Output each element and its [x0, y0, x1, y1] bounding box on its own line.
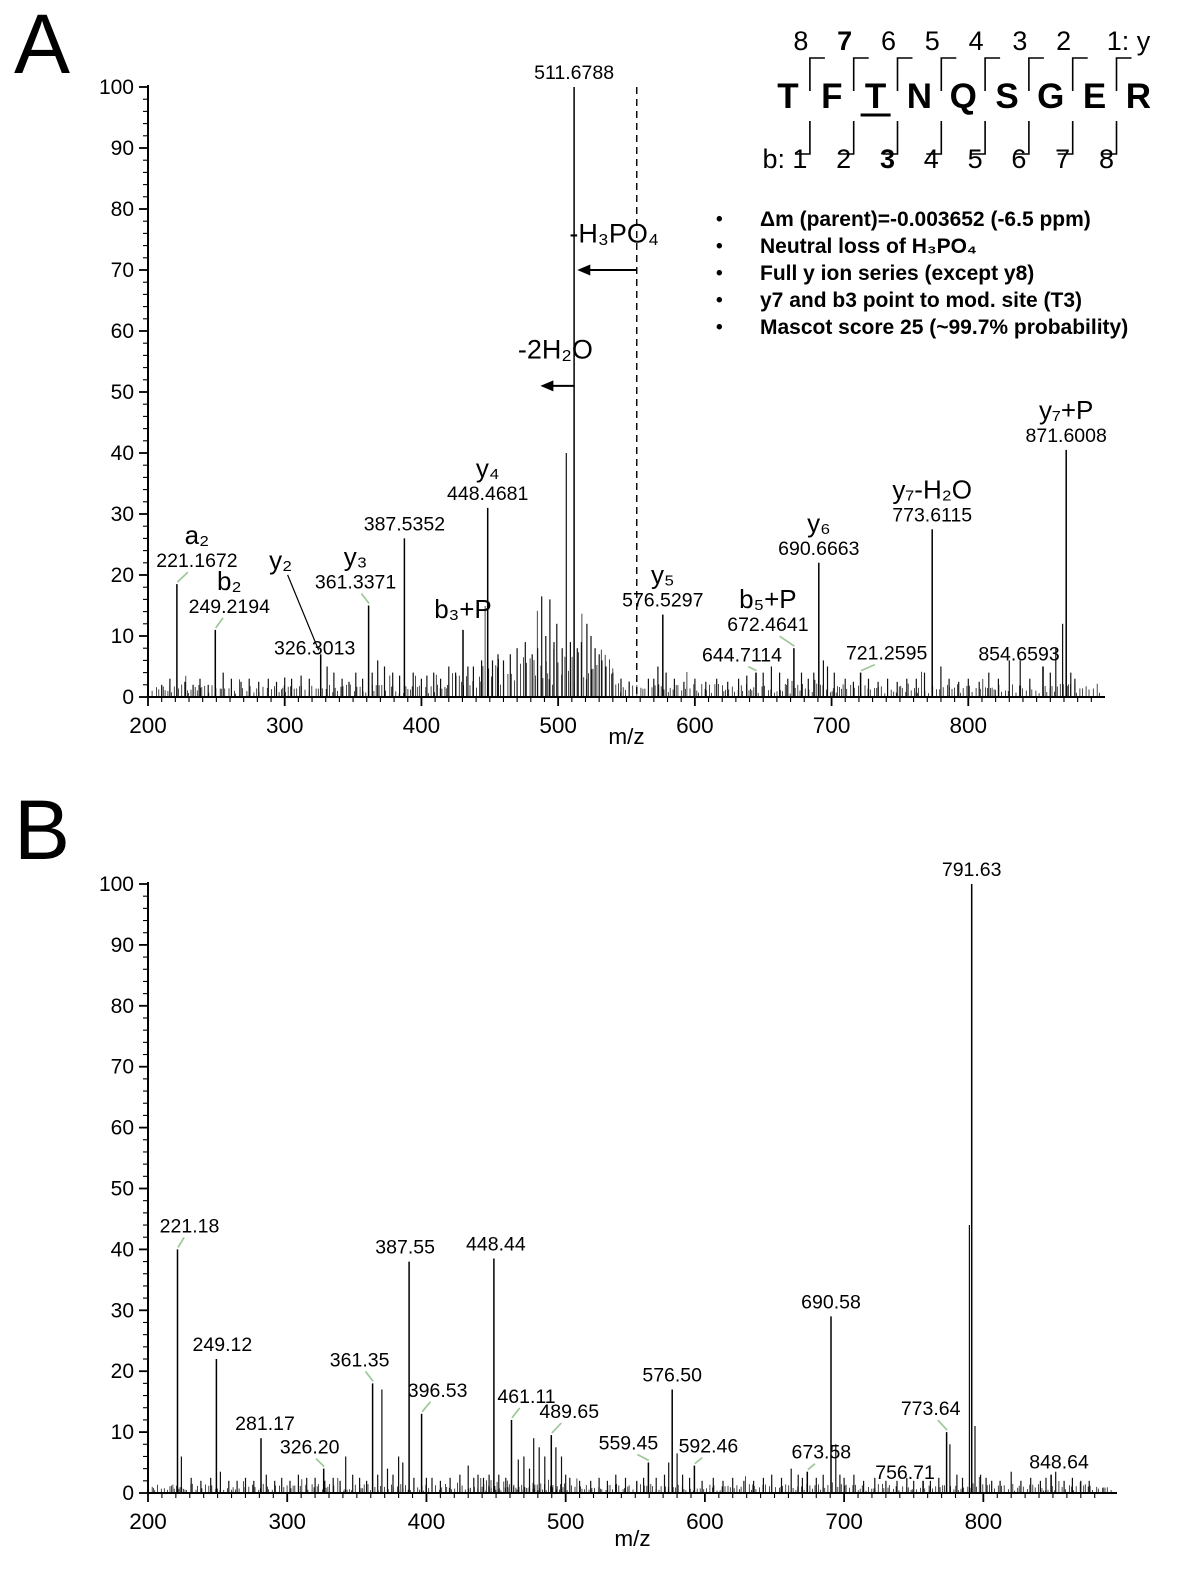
- svg-text:-H₃PO₄: -H₃PO₄: [569, 218, 659, 249]
- svg-text:T: T: [864, 77, 887, 116]
- svg-text:773.64: 773.64: [900, 1398, 961, 1421]
- svg-text:1: y: 1: y: [1106, 26, 1151, 56]
- svg-text:576.5297: 576.5297: [622, 589, 704, 612]
- svg-text:m/z: m/z: [614, 1526, 651, 1551]
- svg-text:461.11: 461.11: [497, 1385, 556, 1408]
- svg-text:559.45: 559.45: [598, 1432, 659, 1455]
- svg-text:1: 1: [792, 144, 808, 174]
- svg-text:500: 500: [539, 713, 577, 738]
- svg-text:0: 0: [122, 686, 134, 709]
- svg-text:326.3013: 326.3013: [273, 637, 356, 660]
- svg-text:100: 100: [98, 873, 134, 896]
- svg-text:3: 3: [1012, 26, 1028, 56]
- svg-text:Q: Q: [949, 77, 977, 116]
- svg-text:387.55: 387.55: [375, 1236, 435, 1259]
- svg-text:600: 600: [676, 713, 714, 738]
- svg-text:5: 5: [924, 26, 940, 56]
- svg-text:721.2595: 721.2595: [845, 642, 928, 665]
- svg-text:80: 80: [110, 994, 134, 1018]
- svg-text:690.58: 690.58: [801, 1291, 861, 1314]
- spectrum-panel-B: [99, 859, 1117, 1551]
- svg-text:100: 100: [98, 76, 134, 99]
- peak-labels: [160, 859, 1089, 1484]
- svg-text:511.6788: 511.6788: [534, 62, 615, 84]
- svg-text:848.64: 848.64: [1029, 1451, 1089, 1474]
- svg-text:60: 60: [110, 1116, 134, 1140]
- bullet-text: Neutral loss of H₃PO₄: [760, 235, 977, 258]
- bullet-item: [698, 206, 1181, 233]
- bullet-icon: •: [716, 290, 723, 311]
- svg-text:854.6593: 854.6593: [978, 643, 1060, 666]
- b-ion-numbers: [762, 144, 1114, 174]
- svg-text:60: 60: [110, 320, 134, 343]
- svg-text:20: 20: [110, 564, 134, 587]
- svg-text:70: 70: [110, 259, 134, 282]
- svg-text:249.2194: 249.2194: [188, 595, 270, 618]
- svg-text:b₅+P: b₅+P: [739, 584, 797, 615]
- svg-text:200: 200: [129, 713, 167, 738]
- svg-text:b₃+P: b₃+P: [434, 593, 492, 624]
- svg-text:R: R: [1125, 77, 1152, 116]
- annotation-bullet-list: [698, 206, 1181, 341]
- svg-text:756.71: 756.71: [875, 1461, 935, 1484]
- neutral-loss-arrow: [518, 334, 593, 391]
- bullet-text: Δm (parent)=-0.003652 (-6.5 ppm): [760, 208, 1091, 231]
- svg-text:576.50: 576.50: [642, 1364, 703, 1387]
- noise-peaks: [152, 1476, 1111, 1493]
- bullet-icon: •: [716, 263, 723, 284]
- svg-text:y₂: y₂: [269, 544, 293, 575]
- svg-text:791.63: 791.63: [941, 859, 1002, 881]
- svg-text:F: F: [821, 77, 843, 116]
- panel-b-label: B: [14, 783, 71, 877]
- svg-text:G: G: [1037, 77, 1065, 116]
- neutral-loss-arrow: [569, 219, 659, 276]
- svg-text:70: 70: [110, 1055, 134, 1079]
- svg-text:387.5352: 387.5352: [363, 513, 446, 536]
- svg-text:N: N: [906, 77, 933, 116]
- svg-text:489.65: 489.65: [539, 1401, 600, 1424]
- svg-text:800: 800: [964, 1509, 1003, 1534]
- bullet-item: [698, 233, 1181, 260]
- tick-labels: [99, 873, 1002, 1551]
- svg-text:644.7114: 644.7114: [702, 644, 782, 667]
- bullet-icon: •: [716, 236, 723, 257]
- svg-text:y₅: y₅: [651, 559, 675, 590]
- svg-text:y₆: y₆: [807, 507, 831, 538]
- bullet-item: [698, 314, 1181, 341]
- svg-text:50: 50: [110, 1177, 134, 1201]
- svg-text:200: 200: [129, 1509, 167, 1534]
- svg-text:690.6663: 690.6663: [778, 537, 860, 560]
- svg-text:448.44: 448.44: [466, 1233, 526, 1256]
- svg-text:10: 10: [110, 625, 134, 648]
- svg-text:600: 600: [686, 1509, 724, 1534]
- svg-text:871.6008: 871.6008: [1025, 424, 1107, 447]
- svg-text:500: 500: [546, 1509, 585, 1534]
- peptide-residues: [777, 77, 1151, 116]
- svg-text:E: E: [1082, 77, 1107, 116]
- svg-text:8: 8: [1098, 144, 1115, 174]
- svg-text:40: 40: [110, 442, 134, 465]
- bullet-text: Full y ion series (except y8): [760, 262, 1035, 285]
- bullet-text: y7 and b3 point to mod. site (T3): [760, 289, 1083, 312]
- svg-text:361.3371: 361.3371: [314, 571, 397, 594]
- y-ion-numbers: [793, 26, 1150, 56]
- svg-text:300: 300: [265, 713, 304, 738]
- svg-text:-2H₂O: -2H₂O: [517, 334, 593, 365]
- svg-text:2: 2: [836, 144, 852, 174]
- svg-text:50: 50: [110, 381, 134, 404]
- svg-text:672.4641: 672.4641: [727, 614, 809, 637]
- svg-text:592.46: 592.46: [678, 1435, 739, 1458]
- svg-text:40: 40: [110, 1238, 134, 1262]
- svg-text:3: 3: [879, 144, 896, 174]
- svg-text:300: 300: [268, 1509, 306, 1534]
- svg-text:6: 6: [1011, 144, 1027, 174]
- svg-text:361.35: 361.35: [329, 1349, 390, 1372]
- svg-text:30: 30: [110, 503, 134, 526]
- bullet-item: [698, 287, 1181, 314]
- svg-text:7: 7: [1055, 144, 1071, 174]
- svg-text:400: 400: [402, 713, 441, 738]
- svg-text:10: 10: [110, 1421, 134, 1445]
- svg-text:90: 90: [110, 933, 134, 957]
- axes: [139, 882, 1117, 1502]
- bullet-icon: •: [716, 317, 723, 338]
- bullet-icon: •: [716, 209, 723, 230]
- svg-text:b₂: b₂: [217, 565, 242, 596]
- svg-text:y₄: y₄: [475, 452, 500, 483]
- bullet-item: [698, 260, 1181, 287]
- svg-text:90: 90: [110, 137, 134, 160]
- svg-text:773.6115: 773.6115: [892, 504, 973, 527]
- svg-text:a₂: a₂: [184, 520, 210, 551]
- svg-text:326.20: 326.20: [279, 1436, 340, 1459]
- svg-text:700: 700: [812, 713, 851, 738]
- svg-text:400: 400: [407, 1509, 446, 1534]
- svg-text:249.12: 249.12: [192, 1334, 253, 1357]
- svg-text:700: 700: [825, 1509, 863, 1534]
- svg-text:221.1672: 221.1672: [156, 550, 238, 573]
- svg-text:y₃: y₃: [343, 541, 368, 572]
- svg-text:8: 8: [793, 26, 809, 56]
- svg-text:20: 20: [110, 1360, 134, 1384]
- svg-text:4: 4: [923, 144, 939, 174]
- svg-text:S: S: [995, 77, 1019, 116]
- svg-text:2: 2: [1056, 26, 1072, 56]
- svg-text:y₇-H₂O: y₇-H₂O: [892, 474, 973, 505]
- svg-text:T: T: [777, 77, 799, 116]
- svg-text:4: 4: [968, 26, 984, 56]
- svg-text:80: 80: [110, 198, 134, 221]
- svg-text:6: 6: [880, 26, 897, 56]
- svg-text:0: 0: [122, 1482, 134, 1505]
- svg-text:800: 800: [949, 713, 988, 738]
- svg-text:30: 30: [110, 1299, 134, 1323]
- svg-text:221.18: 221.18: [159, 1215, 220, 1238]
- svg-text:396.53: 396.53: [407, 1379, 468, 1402]
- svg-text:7: 7: [837, 26, 853, 56]
- svg-text:y₇+P: y₇+P: [1038, 394, 1094, 425]
- svg-text:448.4681: 448.4681: [447, 482, 529, 505]
- svg-text:281.17: 281.17: [235, 1413, 295, 1436]
- svg-text:673.58: 673.58: [791, 1441, 852, 1464]
- bullet-text: Mascot score 25 (~99.7% probability): [760, 316, 1129, 339]
- svg-text:b:: b:: [762, 144, 785, 174]
- peptide-fragmentation-diagram: [762, 8, 1178, 180]
- svg-text:m/z: m/z: [608, 724, 645, 749]
- svg-text:5: 5: [967, 144, 983, 174]
- panel-a-label: A: [14, 0, 71, 91]
